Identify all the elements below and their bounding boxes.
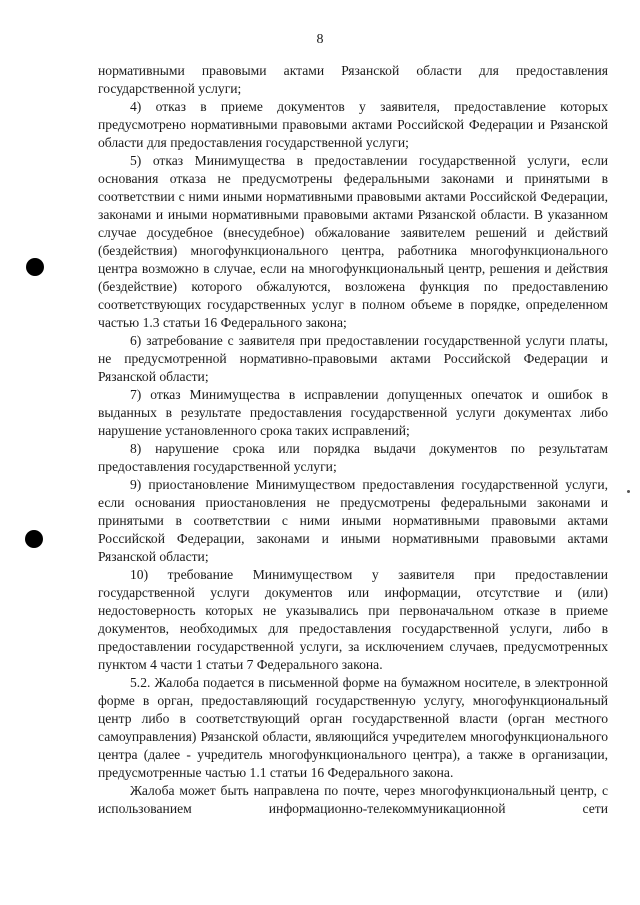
paragraph: 5.2. Жалоба подается в письменной форме на бумажном носителе, в электронной форме в орган, предоставляющий государственную услугу, многофункциональный центр либо в соответствующий орган государственной власти (орган местного самоуправления) Рязанской области, являющийся учредителем многофункционального центра (далее - учредитель многофункционального центра), а также в организации, предусмотренные частью 1.1 статьи 16 Федерального закона.	[98, 675, 608, 780]
paragraph: 6) затребование с заявителя при предоставлении государственной услуги платы, не предусмотренной нормативно-правовыми актами Российской Федерации и Рязанской области;	[98, 333, 608, 384]
page-number: 8	[316, 32, 324, 47]
paragraph: нормативными правовыми актами Рязанской области для предоставления государственной услуги;	[98, 63, 608, 96]
paragraph: 10) требование Минимуществом у заявителя при предоставлении государственной услуги документов или информации, отсутствие и (или) недостоверность которых не указывались при первоначальном отказе в приеме документов, необходимых для предоставления государственной услуги, либо в предоставлении государственной услуги, за исключением случаев, предусмотренных пунктом 4 части 1 статьи 7 Федерального закона.	[98, 567, 608, 672]
punch-hole-mark	[26, 258, 44, 276]
paragraph: 9) приостановление Минимуществом предоставления государственной услуги, если основания приостановления не предусмотрены федеральными законами и принятыми в соответствии с ними иными нормативными правовыми актами Российской Федерации, законами и иными нормативными правовыми актами Рязанской области;	[98, 477, 608, 564]
paragraph: 8) нарушение срока или порядка выдачи документов по результатам предоставления государственной услуги;	[98, 441, 608, 474]
paragraph: 7) отказ Минимущества в исправлении допущенных опечаток и ошибок в выданных в результате предоставления государственной услуги документах либо нарушение установленного срока таких исправлений;	[98, 387, 608, 438]
paragraph: 4) отказ в приеме документов у заявителя, предоставление которых предусмотрено нормативными правовыми актами Российской Федерации и Рязанской области для предоставления государственной услуги;	[98, 99, 608, 150]
punch-hole-mark	[25, 530, 43, 548]
paragraph: 5) отказ Минимущества в предоставлении государственной услуги, если основания отказа не предусмотрены федеральными законами и принятыми в соответствии с ними иными нормативными правовыми актами Российской Федерации, законами и иными нормативными правовыми актами Рязанской области. В указанном случае досудебное (внесудебное) обжалование заявителем решений и действий (бездействия) многофункционального центра, работника многофункционального центра возможно в случае, если на многофункциональный центр, решения и действия (бездействие) которого обжалуются, возложена функция по предоставлению соответствующих государственных услуг в полном объеме в порядке, определенном частью 1.3 статьи 16 Федерального закона;	[98, 153, 608, 330]
scan-speck	[627, 490, 630, 493]
paragraph: Жалоба может быть направлена по почте, через многофункциональный центр, с использованием информационно-телекоммуникационной сети	[98, 783, 608, 816]
document-body	[98, 62, 608, 818]
